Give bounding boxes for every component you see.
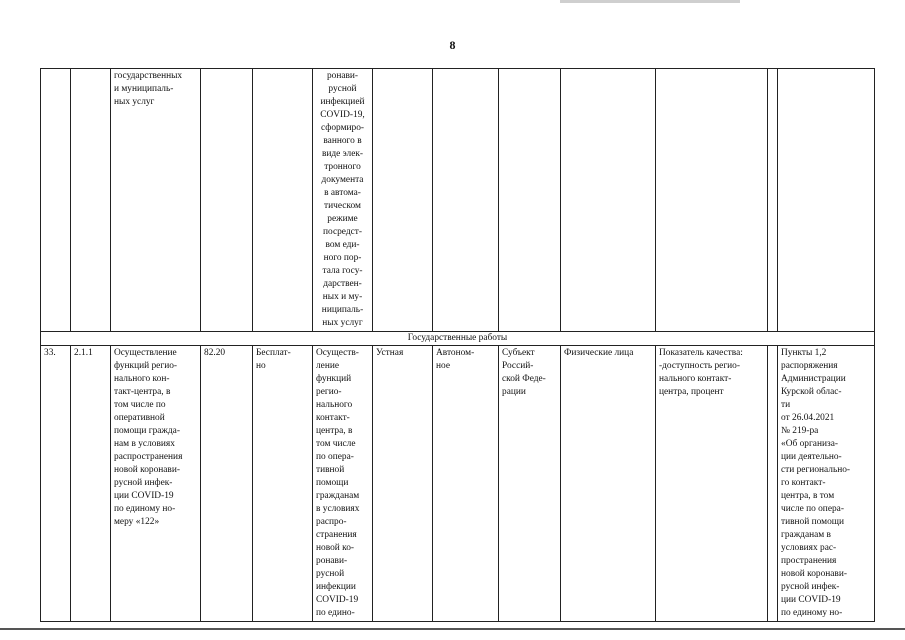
text-line: ции COVID-19 xyxy=(114,491,174,501)
continuation-row xyxy=(41,69,875,332)
text-line: ных услуг xyxy=(322,318,363,328)
text-line: в автома- xyxy=(324,188,361,198)
text-line: русной инфек- xyxy=(114,478,173,488)
text-line: тивной xyxy=(316,465,345,475)
text-line: функций xyxy=(316,374,352,384)
text-line: Осуществление xyxy=(114,348,177,358)
text-line: Курской облас- xyxy=(781,387,842,397)
text-line: ской Феде- xyxy=(502,374,546,384)
text-line: Показатель качества: xyxy=(659,348,743,358)
text-line: инфекции xyxy=(316,582,356,592)
text-line: вом еди- xyxy=(325,240,360,250)
text-line: меру «122» xyxy=(114,517,160,527)
cell-form xyxy=(373,69,433,332)
cell-num xyxy=(41,69,71,332)
row-spacer xyxy=(768,346,778,622)
cell-consumers xyxy=(561,69,656,332)
services-table xyxy=(40,68,875,622)
text-line: нам в условиях xyxy=(114,439,175,449)
text-line: функций регио- xyxy=(114,361,178,371)
text-line: распро- xyxy=(316,517,347,527)
text-line: русной инфек- xyxy=(781,582,840,592)
text-line: COVID-19, xyxy=(320,110,365,120)
text-line: условиях рас- xyxy=(781,543,837,553)
text-line: в условиях xyxy=(316,504,360,514)
text-line: ных и му- xyxy=(322,292,363,302)
text-line: по единому но- xyxy=(114,504,176,514)
row-form: Устная xyxy=(373,346,433,622)
text-line: -доступность регио- xyxy=(659,361,740,371)
text-line: числе по опера- xyxy=(781,504,844,514)
text-line: виде элек- xyxy=(321,149,364,159)
text-line: документа xyxy=(321,175,364,185)
text-line: «Об организа- xyxy=(781,439,838,449)
text-line: русной xyxy=(328,84,357,94)
text-line: помощи xyxy=(316,478,349,488)
text-line: центра, процент xyxy=(659,387,724,397)
cell-basis xyxy=(778,69,875,332)
text-line: распространения xyxy=(114,452,183,462)
text-line: Пункты 1,2 xyxy=(781,348,827,358)
text-line: нального xyxy=(316,400,353,410)
text-line: том числе xyxy=(316,439,356,449)
text-line: дарствен- xyxy=(323,279,362,289)
text-line: сти регионально- xyxy=(781,465,851,475)
text-line: Бесплат- xyxy=(256,348,291,358)
text-line: Автоном- xyxy=(436,348,475,358)
text-line: го контакт- xyxy=(781,478,826,488)
text-line: помощи гражда- xyxy=(114,426,180,436)
text-line: нального кон- xyxy=(114,374,170,384)
row-type xyxy=(433,346,499,622)
text-line: регио- xyxy=(316,387,342,397)
text-line: центра, в xyxy=(316,426,353,436)
text-line: нального контакт- xyxy=(659,374,732,384)
section-title: Государственные работы xyxy=(41,332,875,346)
scan-bottom-edge xyxy=(0,628,905,630)
text-line: от 26.04.2021 xyxy=(781,413,835,423)
row-code: 2.1.1 xyxy=(71,346,111,622)
text-line: Субъект xyxy=(502,348,535,358)
text-line: по единому но- xyxy=(781,608,843,618)
text-line: гражданам xyxy=(316,491,360,501)
row-name xyxy=(111,346,201,622)
text-line: рации xyxy=(502,387,526,397)
text-line: режиме xyxy=(327,214,358,224)
text-line: оперативной xyxy=(114,413,165,423)
text-line: ронави- xyxy=(326,71,359,81)
text-line: пространения xyxy=(781,556,837,566)
text-line: ниципаль- xyxy=(321,305,364,315)
section-row xyxy=(41,332,875,346)
row-indicator xyxy=(656,346,768,622)
cell-okved xyxy=(201,69,253,332)
text-line: Администрации xyxy=(781,374,846,384)
row-content xyxy=(313,346,373,622)
text-line: тическом xyxy=(324,201,361,211)
text-line: гражданам в xyxy=(781,530,831,540)
text-line: ции деятельно- xyxy=(781,452,842,462)
text-line: но xyxy=(256,361,266,371)
row-consumers: Физические лица xyxy=(561,346,656,622)
text-line: такт-центра, в xyxy=(114,387,171,397)
text-line: ных услуг xyxy=(114,97,155,107)
row-level xyxy=(499,346,561,622)
text-line: ти xyxy=(781,400,791,410)
text-line: центра, в том xyxy=(781,491,835,501)
text-line: по опера- xyxy=(316,452,354,462)
text-line: COVID-19 xyxy=(316,595,359,605)
text-line: посредст- xyxy=(323,227,362,237)
cell-name xyxy=(111,69,201,332)
row-okved: 82.20 xyxy=(201,346,253,622)
text-line: № 219-ра xyxy=(781,426,819,436)
scan-artifact-top xyxy=(560,0,740,3)
text-line: новой ко- xyxy=(316,543,355,553)
cell-code xyxy=(71,69,111,332)
text-line: новой коронави- xyxy=(114,465,180,475)
text-line: ное xyxy=(436,361,450,371)
text-line: сформиро- xyxy=(320,123,365,133)
text-line: и муниципаль- xyxy=(114,84,174,94)
text-line: государственных xyxy=(114,71,183,81)
text-line: ного пор- xyxy=(323,253,362,263)
text-line: Россий- xyxy=(502,361,534,371)
text-line: новой коронави- xyxy=(781,569,847,579)
text-line: ции COVID-19 xyxy=(781,595,841,605)
text-line: тронного xyxy=(324,162,361,172)
text-line: инфекцией xyxy=(320,97,365,107)
text-line: том числе по xyxy=(114,400,166,410)
text-line: распоряжения xyxy=(781,361,838,371)
row-payment xyxy=(253,346,313,622)
text-line: контакт- xyxy=(316,413,350,423)
text-line: русной xyxy=(316,569,345,579)
text-line: по едино- xyxy=(316,608,355,618)
row-basis xyxy=(778,346,875,622)
cell-result xyxy=(313,69,373,332)
cell-payment xyxy=(253,69,313,332)
text-line: ванного в xyxy=(323,136,362,146)
row-num: 33. xyxy=(41,346,71,622)
text-line: тала госу- xyxy=(322,266,363,276)
text-line: тивной помощи xyxy=(781,517,844,527)
page-number: 8 xyxy=(449,38,456,52)
cell-level xyxy=(499,69,561,332)
text-line: ление xyxy=(316,361,340,371)
text-line: Осуществ- xyxy=(316,348,359,358)
text-line: странения xyxy=(316,530,357,540)
text-line: ронави- xyxy=(316,556,348,566)
table-row xyxy=(41,346,875,622)
cell-spacer xyxy=(768,69,778,332)
cell-indicator xyxy=(656,69,768,332)
cell-type xyxy=(433,69,499,332)
